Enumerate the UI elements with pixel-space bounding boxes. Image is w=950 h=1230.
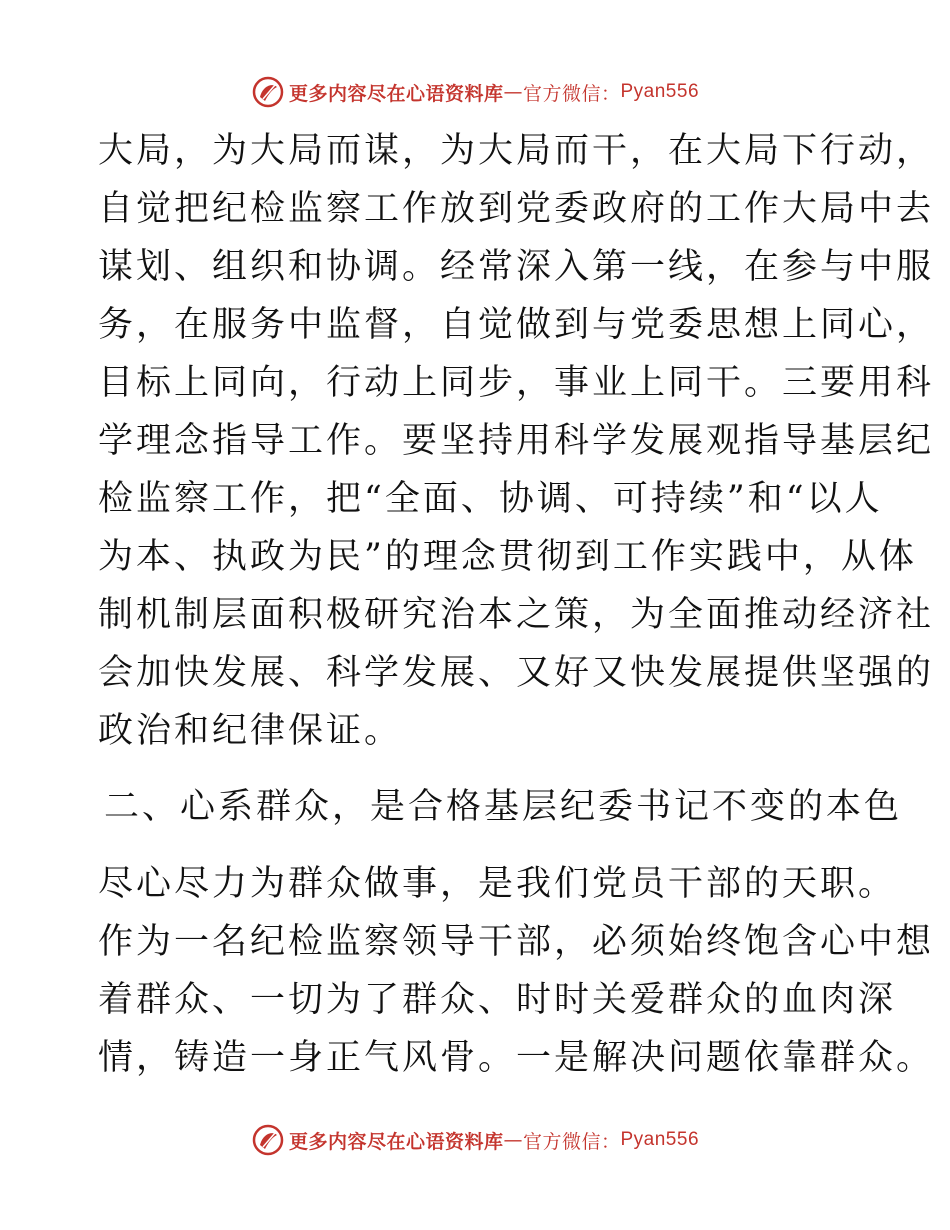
text-line: 情，铸造一身正气风骨。一是解决问题依靠群众。 <box>98 1038 935 1078</box>
text-line: 为本、执政为民”的理念贯彻到工作实践中，从体 <box>98 537 917 577</box>
banner-wechat-id: Pyan556 <box>620 81 700 102</box>
banner-wechat-label: 官方微信： <box>522 82 621 105</box>
text-line: 检监察工作，把“全面、协调、可持续”和“以人 <box>98 479 883 519</box>
paragraph-1 <box>98 122 935 760</box>
banner-main-text: 更多内容尽在心语资料库 <box>288 1130 504 1153</box>
text-line: 目标上同向，行动上同步，事业上同干。三要用科 <box>98 363 935 403</box>
text-line: 学理念指导工作。要坚持用科学发展观指导基层纪 <box>98 421 935 461</box>
text-line: 尽心尽力为群众做事，是我们党员干部的天职。 <box>98 864 897 904</box>
text-line: 谋划、组织和协调。经常深入第一线，在参与中服 <box>98 247 935 287</box>
banner-wechat-label: 官方微信： <box>522 1130 621 1153</box>
header-watermark <box>0 72 950 112</box>
banner-main-text: 更多内容尽在心语资料库 <box>288 82 504 105</box>
paragraph-2 <box>98 855 935 1087</box>
text-line: 会加快发展、科学发展、又好又快发展提供坚强的 <box>98 653 935 693</box>
brand-logo-icon <box>251 1123 285 1157</box>
banner-separator: — <box>503 81 523 103</box>
brand-logo-icon <box>251 75 285 109</box>
section-heading: 二、心系群众，是合格基层纪委书记不变的本色 <box>104 787 903 827</box>
text-line: 大局，为大局而谋，为大局而干，在大局下行动， <box>98 131 935 171</box>
banner-separator: — <box>503 1129 523 1151</box>
text-line: 制机制层面积极研究治本之策，为全面推动经济社 <box>98 595 935 635</box>
banner-wechat-id: Pyan556 <box>620 1129 700 1150</box>
text-line: 自觉把纪检监察工作放到党委政府的工作大局中去 <box>98 189 935 229</box>
text-line: 务，在服务中监督，自觉做到与党委思想上同心， <box>98 305 935 345</box>
footer-watermark <box>0 1120 950 1160</box>
text-line: 着群众、一切为了群众、时时关爱群众的血肉深 <box>98 980 897 1020</box>
text-line: 作为一名纪检监察领导干部，必须始终饱含心中想 <box>98 922 935 962</box>
text-line: 政治和纪律保证。 <box>98 711 403 751</box>
